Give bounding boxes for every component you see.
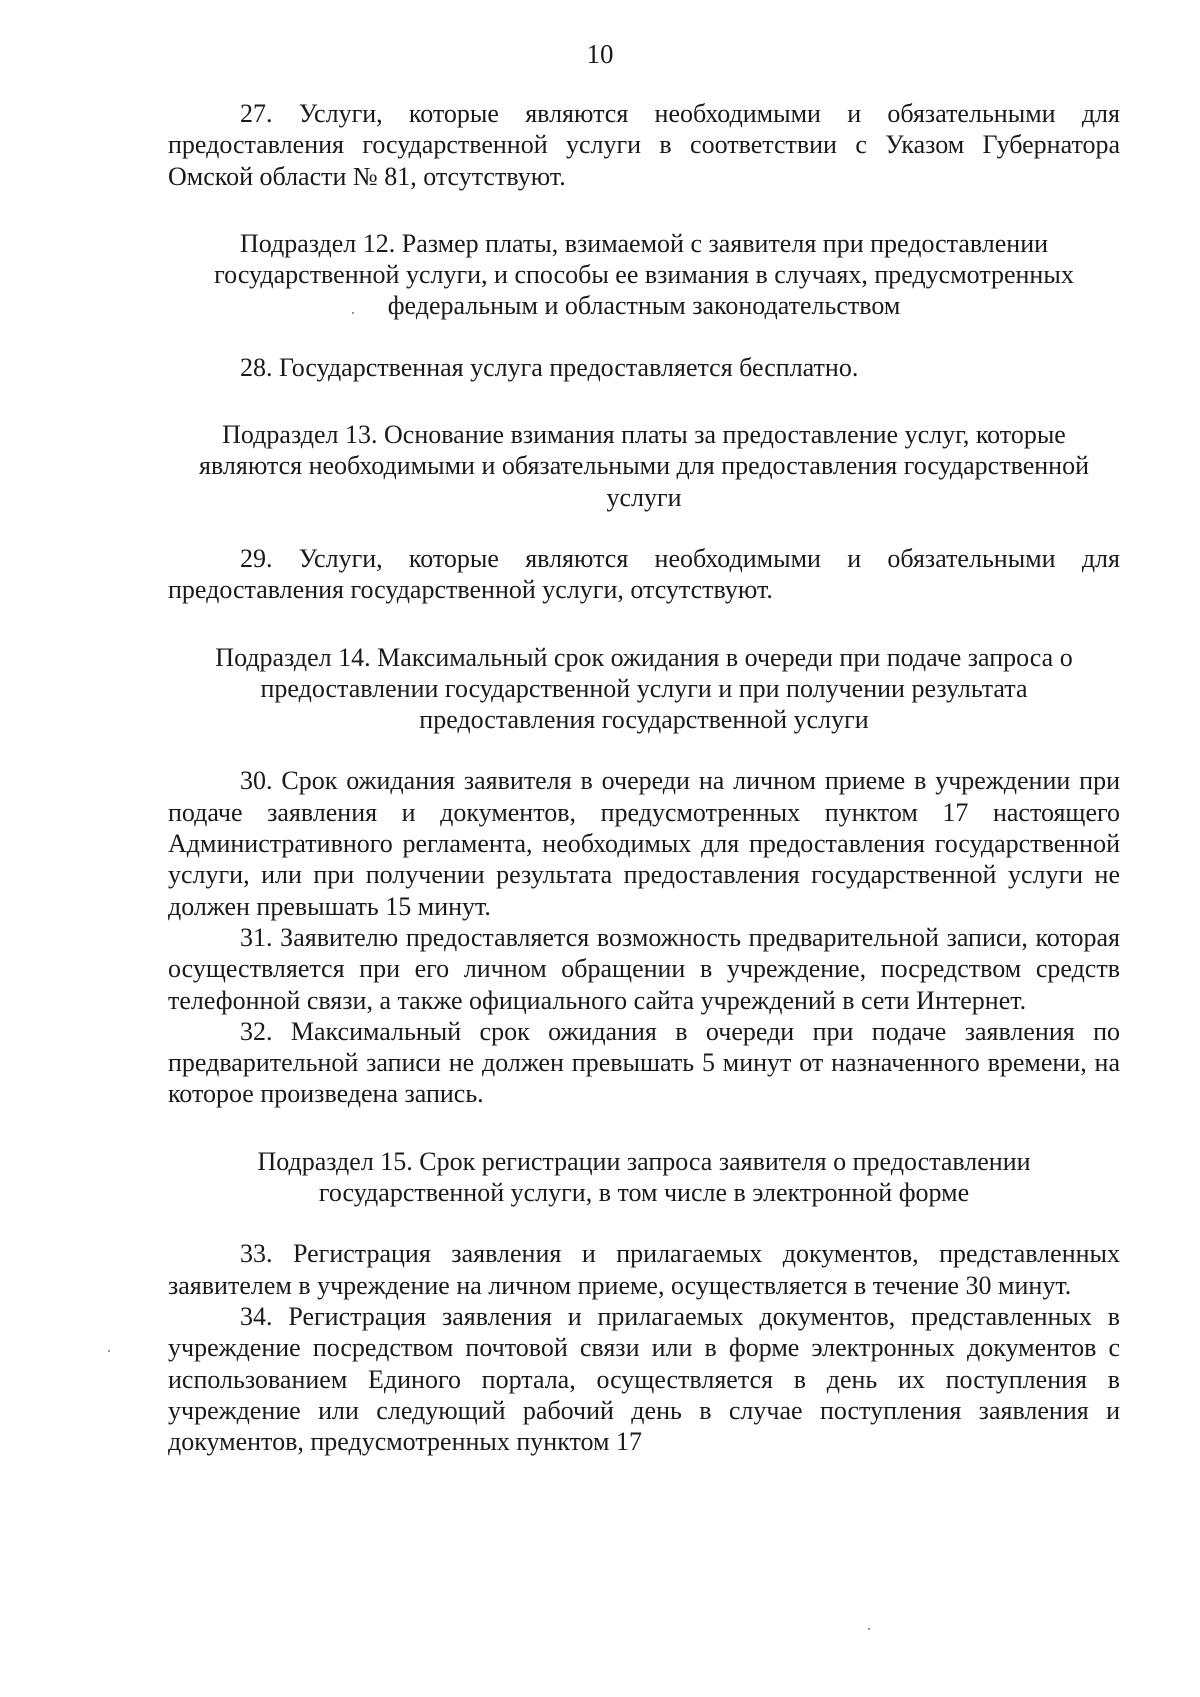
subsection-13-heading: Подраздел 13. Основание взимания платы за предоставление услуг, которые являются необходимыми и обязательными для предоставления государственной услуги: [199, 420, 1089, 512]
paragraph-28: 28. Государственная услуга предоставляется бесплатно.: [240, 352, 859, 382]
document-body: [168, 98, 1120, 1457]
paragraph-34: 34. Регистрация заявления и прилагаемых документов, представленных в учреждение посредством почтовой связи или в форме электронных документов с использованием Единого портала, осуществляется в день их поступления в учреждение или следующий рабочий день в случае поступления заявления и документов, предусмотренных пунктом 17: [168, 1301, 1120, 1457]
subsection-15-heading: Подраздел 15. Срок регистрации запроса заявителя о предоставлении государственной услуги, в том числе в электронной форме: [257, 1146, 1031, 1208]
paragraph-30: 30. Срок ожидания заявителя в очереди на личном приеме в учреждении при подаче заявления и документов, предусмотренных пунктом 17 настоящего Административного регламента, необходимых для предоставления государственной услуги, или при получении результата предоставления государственной услуги не должен превышать 15 минут.: [168, 766, 1120, 921]
paragraph-29: 29. Услуги, которые являются необходимыми и обязательными для предоставления государственной услуги, отсутствуют.: [168, 543, 1120, 605]
subsection-12-heading: Подраздел 12. Размер платы, взимаемой с заявителя при предоставлении государственной услуги, и способы ее взимания в случаях, предусмотренных федеральным и областным законодательством: [214, 228, 1074, 321]
page-number: 10: [586, 39, 614, 69]
paragraph-27: 27. Услуги, которые являются необходимыми и обязательными для предоставления государственной услуги в соответствии с Указом Губернатора Омской области № 81, отсутствуют.: [168, 99, 1120, 191]
subsection-14-heading: Подраздел 14. Максимальный срок ожидания в очереди при подаче запроса о предоставлении государственной услуги и при получении результата предоставления государственной услуги: [215, 642, 1073, 735]
paragraph-33: 33. Регистрация заявления и прилагаемых документов, представленных заявителем в учреждение на личном приеме, осуществляется в течение 30 минут.: [168, 1239, 1120, 1300]
scan-speck: [108, 1350, 110, 1352]
scan-speck: [352, 312, 354, 314]
scan-speck: [868, 1628, 870, 1630]
paragraph-31: 31. Заявителю предоставляется возможность предварительной записи, которая осуществляется при его личном обращении в учреждение, посредством средств телефонной связи, а также официального сайта учреждений в сети Интернет.: [168, 922, 1120, 1015]
paragraph-32: 32. Максимальный срок ожидания в очереди при подаче заявления по предварительной записи не должен превышать 5 минут от назначенного времени, на которое произведена запись.: [168, 1016, 1120, 1109]
